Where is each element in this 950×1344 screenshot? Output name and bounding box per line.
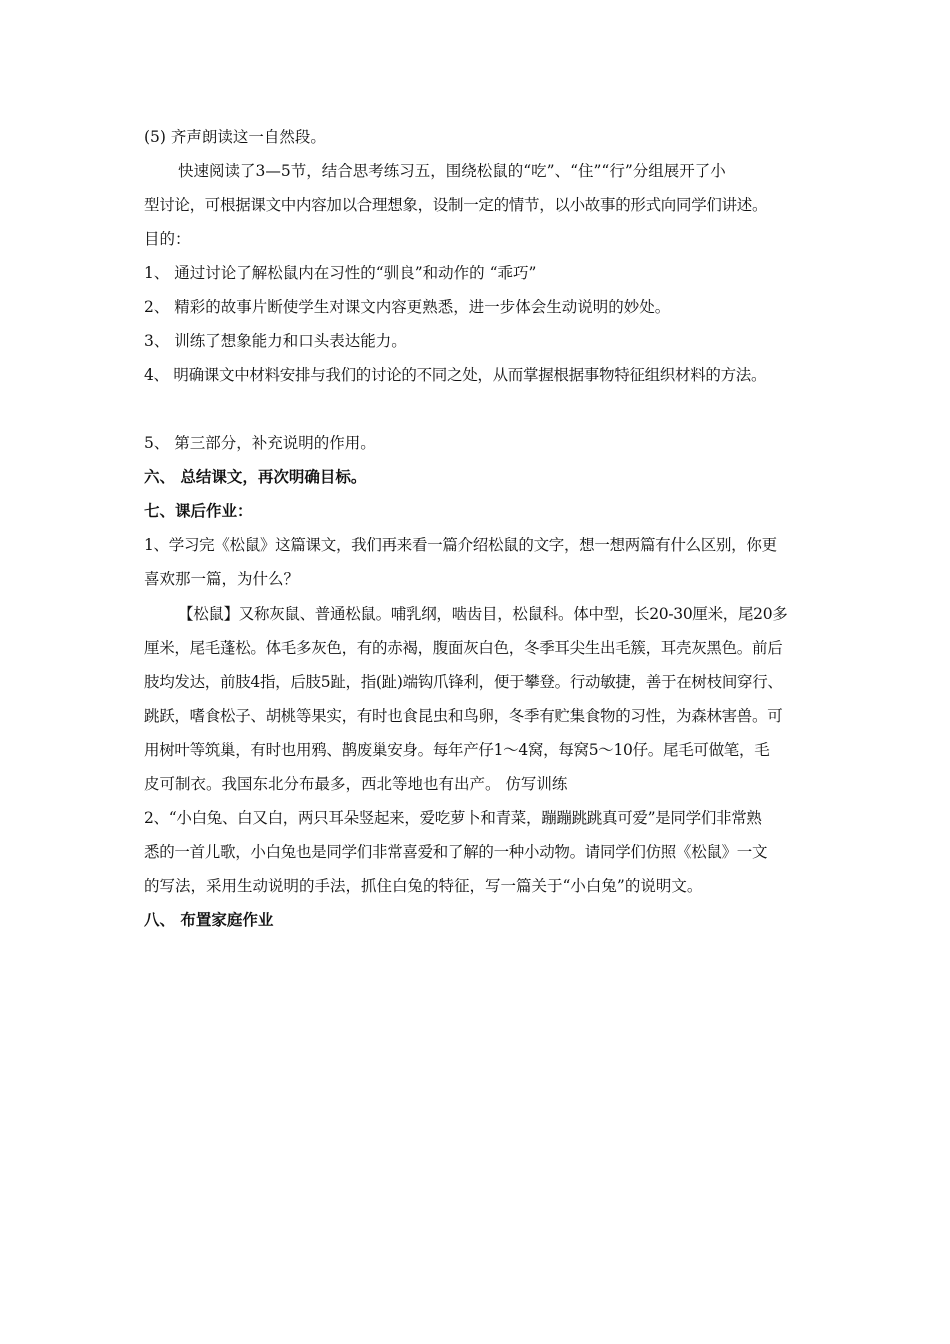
paragraph-discussion: 快速阅读了3—5节，结合思考练习五，围绕松鼠的“吃”、“住”“行”分组展开了小 (178, 162, 726, 180)
purpose-item-1: 1、 通过讨论了解松鼠内在习性的“驯良”和动作的 “乖巧” (144, 264, 537, 282)
squirrel-text-line-3: 肢均发达，前肢4指，后肢5趾，指(趾)端钩爪锋利，便于攀登。行动敏捷，善于在树枝间穿行、 (144, 673, 783, 691)
step-5-read-aloud: (5) 齐声朗读这一自然段。 (144, 128, 326, 146)
squirrel-text-line-1: 【松鼠】又称灰鼠、普通松鼠。哺乳纲，啮齿目，松鼠科。体中型，长20-30厘米，尾20多 (178, 605, 788, 623)
purpose-heading: 目的： (144, 230, 191, 248)
squirrel-text-line-6: 皮可制衣。我国东北分布最多，西北等地也有出产。 仿写训练 (144, 775, 568, 793)
homework-2-cont-2: 的写法，采用生动说明的手法，抓住白兔的特征，写一篇关于“小白兔”的说明文。 (144, 877, 703, 895)
squirrel-text-line-4: 跳跃，嗜食松子、胡桃等果实，有时也食昆虫和鸟卵，冬季有贮集食物的习性，为森林害兽。可 (144, 707, 783, 725)
section-6-heading: 六、 总结课文，再次明确目标。 (144, 467, 367, 486)
section-5-heading: 5、 第三部分，补充说明的作用。 (144, 434, 376, 452)
homework-2-cont-1: 悉的一首儿歌，小白兔也是同学们非常喜爱和了解的一种小动物。请同学们仿照《松鼠》一文 (144, 843, 768, 861)
homework-2: 2、“小白兔、白又白，两只耳朵竖起来，爱吃萝卜和青菜，蹦蹦跳跳真可爱”是同学们非常熟 (144, 809, 762, 827)
purpose-item-4: 4、 明确课文中材料安排与我们的讨论的不同之处，从而掌握根据事物特征组织材料的方法。 (144, 366, 767, 384)
homework-1-cont: 喜欢那一篇，为什么？ (144, 570, 300, 588)
squirrel-text-line-5: 用树叶等筑巢，有时也用鸦、鹊废巢安身。每年产仔1～4窝，每窝5～10仔。尾毛可做笔，毛 (144, 741, 770, 759)
section-8-heading: 八、 布置家庭作业 (144, 910, 274, 929)
section-7-heading: 七、课后作业： (144, 501, 253, 520)
homework-1: 1、学习完《松鼠》这篇课文，我们再来看一篇介绍松鼠的文字，想一想两篇有什么区别，你更 (144, 536, 777, 554)
purpose-item-2: 2、 精彩的故事片断使学生对课文内容更熟悉，进一步体会生动说明的妙处。 (144, 298, 671, 316)
purpose-item-3: 3、 训练了想象能力和口头表达能力。 (144, 332, 407, 350)
squirrel-text-line-2: 厘米，尾毛蓬松。体毛多灰色，有的赤褐，腹面灰白色，冬季耳尖生出毛簇，耳壳灰黑色。前后 (144, 639, 783, 657)
paragraph-discussion-cont: 型讨论，可根据课文中内容加以合理想象，设制一定的情节，以小故事的形式向同学们讲述。 (144, 196, 768, 214)
